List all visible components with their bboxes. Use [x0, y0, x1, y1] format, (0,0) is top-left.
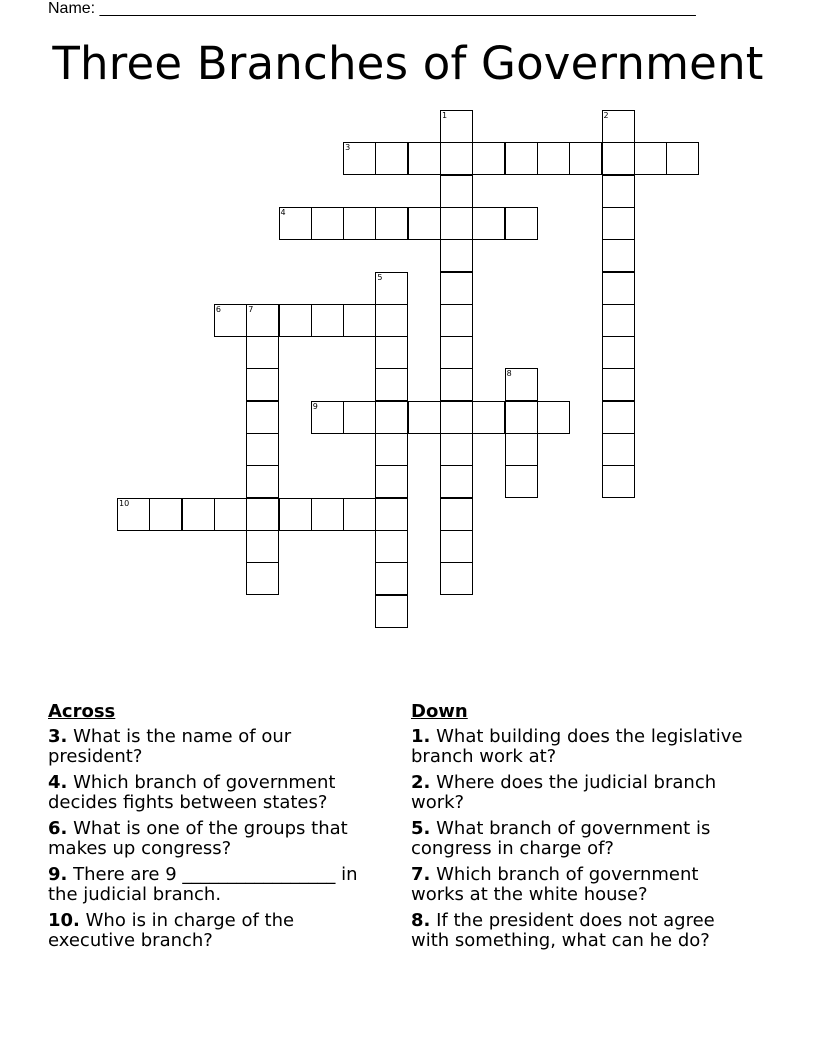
- grid-cell[interactable]: [440, 272, 473, 305]
- grid-cell[interactable]: [602, 110, 635, 143]
- clue-across-4: [48, 773, 378, 813]
- grid-cell[interactable]: [440, 110, 473, 143]
- clue-number: 7.: [411, 864, 431, 885]
- grid-cell[interactable]: [472, 401, 505, 434]
- name-field-label: Name: ___________________________________________________________________: [48, 0, 696, 17]
- cell-number: 8: [506, 369, 512, 379]
- grid-cell[interactable]: [375, 433, 408, 466]
- clue-text: What building does the legislative branch work at?: [411, 726, 743, 767]
- down-clues: [411, 702, 751, 957]
- grid-cell[interactable]: [440, 401, 473, 434]
- grid-cell[interactable]: [602, 401, 635, 434]
- grid-cell[interactable]: [375, 498, 408, 531]
- grid-cell[interactable]: [440, 239, 473, 272]
- cell-number: 1: [442, 111, 448, 120]
- grid-cell[interactable]: [375, 142, 408, 175]
- grid-cell[interactable]: [117, 498, 150, 531]
- clue-down-1: [411, 727, 751, 767]
- grid-cell[interactable]: [246, 368, 279, 401]
- grid-cell[interactable]: [602, 207, 635, 240]
- grid-cell[interactable]: [408, 207, 441, 240]
- grid-cell[interactable]: [505, 207, 538, 240]
- cell-number: 2: [603, 111, 609, 120]
- cell-number: 10: [119, 498, 130, 508]
- clue-down-8: [411, 911, 751, 951]
- grid-cell[interactable]: [246, 401, 279, 434]
- grid-cell[interactable]: [246, 336, 279, 369]
- grid-cell[interactable]: [505, 401, 538, 434]
- grid-cell[interactable]: [182, 498, 215, 531]
- grid-cell[interactable]: [408, 401, 441, 434]
- clue-text: There are 9 _________________ in the judicial branch.: [48, 864, 358, 905]
- grid-cell[interactable]: [505, 142, 538, 175]
- cell-number: 5: [377, 272, 383, 282]
- grid-cell[interactable]: [375, 530, 408, 563]
- grid-cell[interactable]: [246, 530, 279, 563]
- grid-cell[interactable]: [375, 562, 408, 595]
- grid-cell[interactable]: [569, 142, 602, 175]
- clue-text: What branch of government is congress in charge of?: [411, 818, 711, 859]
- grid-cell[interactable]: [375, 595, 408, 628]
- grid-cell[interactable]: [375, 272, 408, 305]
- clue-number: 9.: [48, 864, 68, 885]
- grid-cell[interactable]: [246, 304, 279, 337]
- grid-cell[interactable]: [408, 142, 441, 175]
- grid-cell[interactable]: [602, 142, 635, 175]
- grid-cell[interactable]: [602, 304, 635, 337]
- grid-cell[interactable]: [440, 368, 473, 401]
- grid-cell[interactable]: [602, 239, 635, 272]
- grid-cell[interactable]: [505, 465, 538, 498]
- grid-cell[interactable]: [311, 498, 344, 531]
- clue-number: 6.: [48, 818, 68, 839]
- grid-cell[interactable]: [440, 304, 473, 337]
- grid-cell[interactable]: [279, 207, 312, 240]
- clue-across-6: [48, 819, 378, 859]
- clue-number: 3.: [48, 726, 68, 747]
- grid-cell[interactable]: [602, 175, 635, 208]
- grid-cell[interactable]: [214, 498, 247, 531]
- grid-cell[interactable]: [375, 336, 408, 369]
- grid-cell[interactable]: [343, 207, 376, 240]
- across-heading: Across: [48, 701, 116, 722]
- grid-cell[interactable]: [375, 207, 408, 240]
- clue-number: 4.: [48, 772, 68, 793]
- grid-cell[interactable]: [440, 465, 473, 498]
- grid-cell[interactable]: [214, 304, 247, 337]
- grid-cell[interactable]: [602, 465, 635, 498]
- cell-number: 3: [345, 143, 351, 153]
- grid-cell[interactable]: [537, 401, 570, 434]
- clue-number: 10.: [48, 910, 80, 931]
- grid-cell[interactable]: [440, 530, 473, 563]
- grid-cell[interactable]: [602, 433, 635, 466]
- grid-cell[interactable]: [505, 433, 538, 466]
- clue-across-10: [48, 911, 378, 951]
- clue-text: What is one of the groups that makes up congress?: [48, 818, 348, 859]
- grid-cell[interactable]: [311, 207, 344, 240]
- cell-number: 7: [248, 304, 254, 314]
- clue-text: Who is in charge of the executive branch?: [48, 910, 295, 951]
- clue-text: If the president does not agree with something, what can he do?: [411, 910, 715, 951]
- cell-number: 4: [280, 207, 286, 217]
- grid-cell[interactable]: [472, 207, 505, 240]
- cell-number: 6: [215, 304, 221, 314]
- grid-cell[interactable]: [440, 336, 473, 369]
- grid-cell[interactable]: [440, 207, 473, 240]
- cell-number: 9: [312, 401, 318, 411]
- clue-across-9: [48, 865, 378, 905]
- grid-cell[interactable]: [602, 272, 635, 305]
- grid-cell[interactable]: [375, 368, 408, 401]
- grid-cell[interactable]: [375, 465, 408, 498]
- grid-cell[interactable]: [440, 175, 473, 208]
- page-title: Three Branches of Government: [52, 37, 764, 90]
- grid-cell[interactable]: [149, 498, 182, 531]
- clue-number: 8.: [411, 910, 431, 931]
- clue-number: 5.: [411, 818, 431, 839]
- grid-cell[interactable]: [666, 142, 699, 175]
- grid-cell[interactable]: [343, 142, 376, 175]
- across-clues: [48, 702, 378, 957]
- down-heading: Down: [411, 701, 468, 722]
- grid-cell[interactable]: [602, 368, 635, 401]
- grid-cell[interactable]: [440, 142, 473, 175]
- grid-cell[interactable]: [279, 304, 312, 337]
- grid-cell[interactable]: [440, 433, 473, 466]
- clue-across-3: [48, 727, 378, 767]
- grid-cell[interactable]: [343, 401, 376, 434]
- grid-cell[interactable]: [343, 498, 376, 531]
- clue-text: What is the name of our president?: [48, 726, 292, 767]
- grid-cell[interactable]: [602, 336, 635, 369]
- grid-cell[interactable]: [375, 304, 408, 337]
- grid-cell[interactable]: [440, 562, 473, 595]
- grid-cell[interactable]: [472, 142, 505, 175]
- grid-cell[interactable]: [246, 562, 279, 595]
- clue-text: Which branch of government decides fights between states?: [48, 772, 336, 813]
- clue-down-7: [411, 865, 751, 905]
- grid-cell[interactable]: [343, 304, 376, 337]
- clue-number: 1.: [411, 726, 431, 747]
- grid-cell[interactable]: [375, 401, 408, 434]
- clue-down-5: [411, 819, 751, 859]
- grid-cell[interactable]: [246, 498, 279, 531]
- grid-cell[interactable]: [246, 433, 279, 466]
- clue-text: Which branch of government works at the white house?: [411, 864, 699, 905]
- clue-number: 2.: [411, 772, 431, 793]
- clue-down-2: [411, 773, 751, 813]
- grid-cell[interactable]: [279, 498, 312, 531]
- grid-cell[interactable]: [634, 142, 667, 175]
- grid-cell[interactable]: [440, 498, 473, 531]
- grid-cell[interactable]: [311, 401, 344, 434]
- grid-cell[interactable]: [537, 142, 570, 175]
- clue-text: Where does the judicial branch work?: [411, 772, 717, 813]
- grid-cell[interactable]: [311, 304, 344, 337]
- grid-cell[interactable]: [246, 465, 279, 498]
- grid-cell[interactable]: [505, 368, 538, 401]
